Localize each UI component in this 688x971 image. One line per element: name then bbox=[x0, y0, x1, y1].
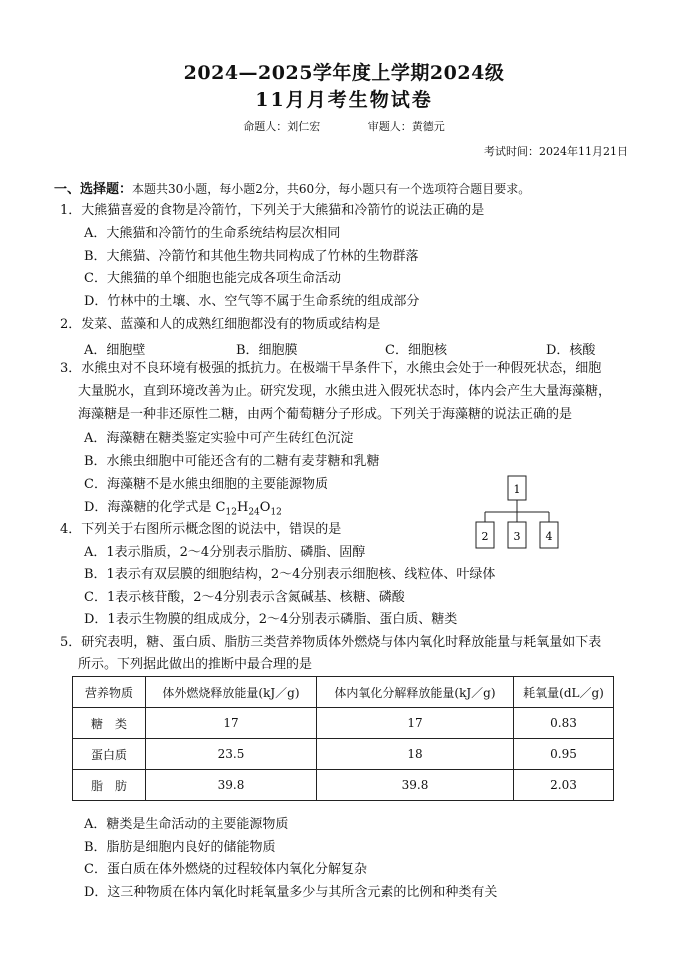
q5-option-a: A．糖类是生命活动的主要能源物质 bbox=[84, 817, 289, 832]
nutrient-table bbox=[72, 676, 614, 801]
table-cell: 18 bbox=[317, 739, 514, 770]
q2-option-d: D．核酸 bbox=[546, 343, 596, 358]
q1-option-d: D．竹林中的土壤、水、空气等不属于生命系统的组成部分 bbox=[84, 294, 420, 309]
q4-option-c: C．1表示核苷酸，2～4分别表示含氮碱基、核糖、磷酸 bbox=[84, 590, 405, 605]
authors-line bbox=[0, 118, 688, 134]
diagram-label-2: 2 bbox=[481, 530, 489, 543]
q1-stem: 1．大熊猫喜爱的食物是冷箭竹，下列关于大熊猫和冷箭竹的说法正确的是 bbox=[60, 203, 485, 218]
q3-option-c: C．海藻糖不是水熊虫细胞的主要能源物质 bbox=[84, 477, 328, 492]
table-header: 体外燃烧释放能量(kJ／g) bbox=[146, 677, 317, 708]
table-cell: 39.8 bbox=[146, 770, 317, 801]
q1-option-c: C．大熊猫的单个细胞也能完成各项生命活动 bbox=[84, 271, 341, 286]
q3-stem-line3: 海藻糖是一种非还原性二糖，由两个葡萄糖分子形成。下列关于海藻糖的说法正确的是 bbox=[78, 407, 573, 422]
q2-option-a: A．细胞壁 bbox=[84, 343, 146, 358]
exam-title: 2024—2025学年度上学期2024级 bbox=[183, 62, 505, 84]
table-cell: 39.8 bbox=[317, 770, 514, 801]
q5-option-d: D．这三种物质在体内氧化时耗氧量多少与其所含元素的比例和种类有关 bbox=[84, 885, 498, 900]
author: 命题人：刘仁宏 bbox=[243, 120, 321, 133]
q5-option-b: B．脂肪是细胞内良好的储能物质 bbox=[84, 840, 276, 855]
q5-stem-line2: 所示。下列据此做出的推断中最合理的是 bbox=[78, 657, 313, 672]
section-desc: 本题共30小题，每小题2分，共60分，每小题只有一个选项符合题目要求。 bbox=[132, 182, 531, 196]
table-cell: 蛋白质 bbox=[73, 739, 146, 770]
exam-subtitle: 11月月考生物试卷 bbox=[255, 89, 433, 111]
section-label: 一、选择题： bbox=[54, 182, 133, 197]
table-cell: 17 bbox=[317, 708, 514, 739]
q5-stem-line1: 5．研究表明，糖、蛋白质、脂肪三类营养物质体外燃烧与体内氧化时释放能量与耗氧量如下表 bbox=[60, 635, 602, 650]
table-cell: 糖 类 bbox=[73, 708, 146, 739]
formula-sub-c: 12 bbox=[225, 507, 237, 518]
q1-option-b: B．大熊猫、冷箭竹和其他生物共同构成了竹林的生物群落 bbox=[84, 249, 419, 264]
q4-option-a: A．1表示脂质，2～4分别表示脂肪、磷脂、固醇 bbox=[84, 545, 366, 560]
q1-option-a: A．大熊猫和冷箭竹的生命系统结构层次相同 bbox=[84, 226, 341, 241]
diagram-label-3: 3 bbox=[513, 530, 521, 543]
formula-sub-h: 24 bbox=[248, 507, 260, 518]
reviewer: 审题人：黄德元 bbox=[367, 120, 445, 133]
q5-option-c: C．蛋白质在体外燃烧的过程较体内氧化分解复杂 bbox=[84, 862, 367, 877]
table-cell: 脂 肪 bbox=[73, 770, 146, 801]
diagram-label-4: 4 bbox=[545, 530, 553, 543]
table-header: 耗氧量(dL／g) bbox=[514, 677, 614, 708]
table-cell: 23.5 bbox=[146, 739, 317, 770]
q4-option-d: D．1表示生物膜的组成成分，2～4分别表示磷脂、蛋白质、糖类 bbox=[84, 612, 458, 627]
q3-stem-line2: 大量脱水，直到环境改善为止。研究发现，水熊虫进入假死状态时，体内会产生大量海藻糖， bbox=[78, 384, 612, 399]
formula-h: H bbox=[236, 500, 249, 515]
q2-stem: 2．发菜、蓝藻和人的成熟红细胞都没有的物质或结构是 bbox=[60, 317, 381, 332]
table-row bbox=[73, 739, 614, 770]
concept-diagram bbox=[470, 474, 570, 552]
table-header: 营养物质 bbox=[73, 677, 146, 708]
table-cell: 0.83 bbox=[514, 708, 614, 739]
q3-option-d-text: D．海藻糖的化学式是 C bbox=[84, 500, 226, 515]
formula-o: O bbox=[259, 500, 271, 515]
table-row bbox=[73, 770, 614, 801]
exam-time: 考试时间：2024年11月21日 bbox=[484, 145, 628, 158]
table-cell: 0.95 bbox=[514, 739, 614, 770]
q3-option-a: A．海藻糖在糖类鉴定实验中可产生砖红色沉淀 bbox=[84, 431, 354, 446]
table-cell: 17 bbox=[146, 708, 317, 739]
q4-stem: 4．下列关于右图所示概念图的说法中，错误的是 bbox=[60, 522, 342, 537]
q3-option-d bbox=[84, 499, 282, 522]
table-row bbox=[73, 708, 614, 739]
section-heading bbox=[54, 178, 530, 197]
table-header: 体内氧化分解释放能量(kJ／g) bbox=[317, 677, 514, 708]
table-header-row bbox=[73, 677, 614, 708]
diagram-label-1: 1 bbox=[513, 483, 521, 496]
table-cell: 2.03 bbox=[514, 770, 614, 801]
q4-option-b: B．1表示有双层膜的细胞结构，2～4分别表示细胞核、线粒体、叶绿体 bbox=[84, 567, 496, 582]
q2-option-b: B．细胞膜 bbox=[236, 343, 298, 358]
q2-option-c: C．细胞核 bbox=[385, 343, 447, 358]
formula-sub-o: 12 bbox=[270, 507, 282, 518]
q3-stem-line1: 3．水熊虫对不良环境有极强的抵抗力。在极端干旱条件下，水熊虫会处于一种假死状态，细胞 bbox=[60, 361, 602, 376]
q3-option-b: B．水熊虫细胞中可能还含有的二糖有麦芽糖和乳糖 bbox=[84, 454, 380, 469]
